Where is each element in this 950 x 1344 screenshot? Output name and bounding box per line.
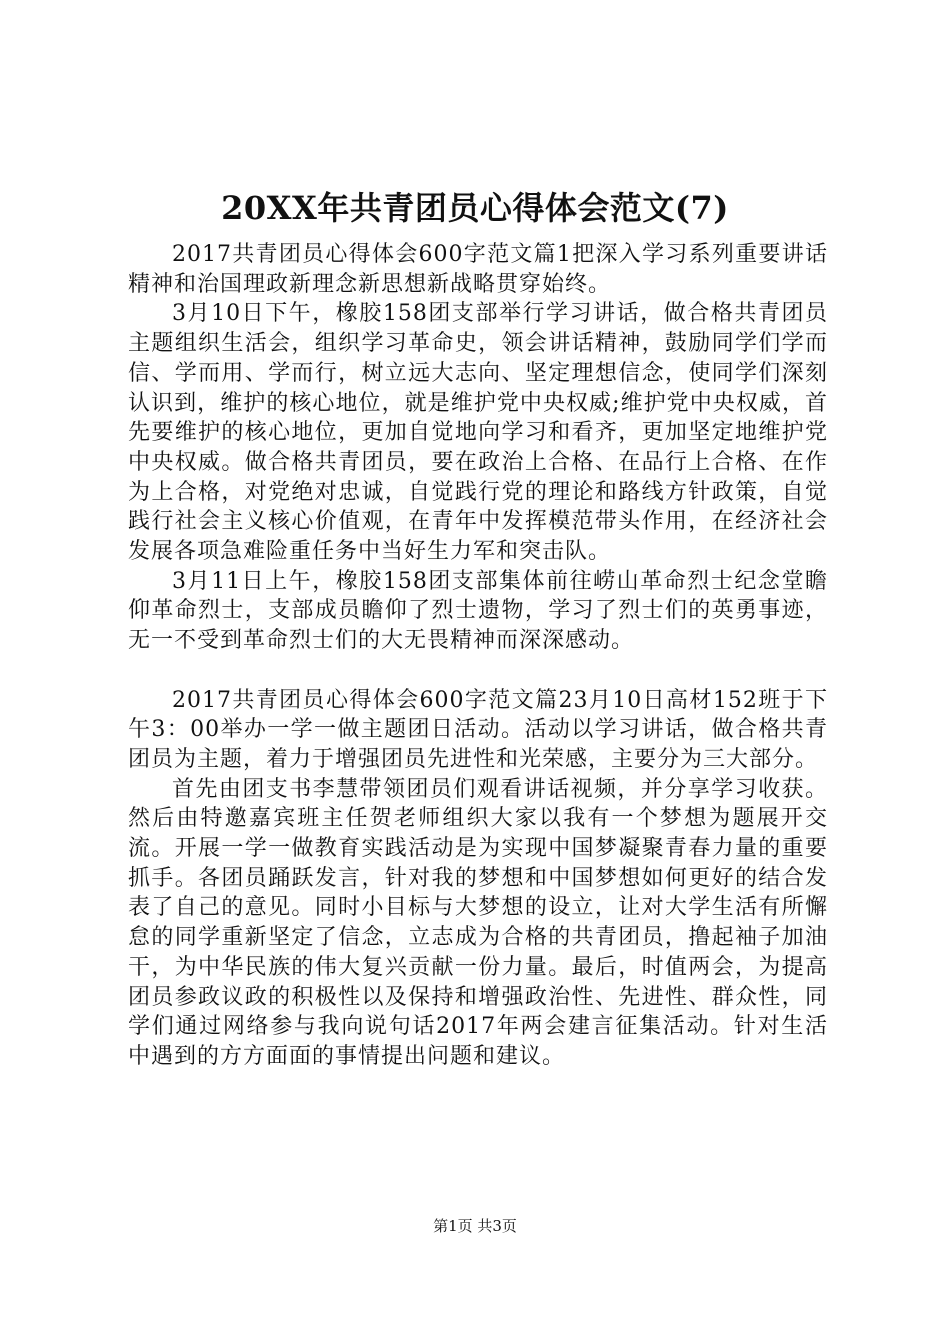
paragraph: 3月11日上午，橡胶158团支部集体前往崂山革命烈士纪念堂瞻仰革命烈士，支部成员瞻仰了烈士遗物，学习了烈士们的英勇事迹，无一不受到革命烈士们的大无畏精神而深深感动。	[128, 568, 828, 654]
paragraph-gap	[128, 656, 828, 686]
document-title: 20XX年共青团员心得体会范文(7)	[221, 189, 729, 227]
paragraph: 首先由团支书李慧带领团员们观看讲话视频，并分享学习收获。然后由特邀嘉宾班主任贺老师组织大家以我有一个梦想为题展开交流。开展一学一做教育实践活动是为实现中国梦凝聚青春力量的重要抓手。各团员踊跃发言，针对我的梦想和中国梦想如何更好的结合发表了自己的意见。同时小目标与大梦想的设立，让对大学生活有所懈怠的同学重新坚定了信念，立志成为合格的共青团员，撸起袖子加油干，为中华民族的伟大复兴贡献一份力量。最后，时值两会，为提高团员参政议政的积极性以及保持和增强政治性、先进性、群众性，同学们通过网络参与我向说句话2017年两会建言征集活动。针对生活中遇到的方方面面的事情提出问题和建议。	[128, 776, 828, 1069]
paragraph: 3月10日下午，橡胶158团支部举行学习讲话，做合格共青团员主题组织生活会，组织学习革命史，领会讲话精神，鼓励同学们学而信、学而用、学而行，树立远大志向、坚定理想信念，使同学们深刻认识到，维护的核心地位，就是维护党中央权威;维护党中央权威，首先要维护的核心地位，更加自觉地向学习和看齐，更加坚定地维护党中央权威。做合格共青团员，要在政治上合格、在品行上合格、在作为上合格，对党绝对忠诚，自觉践行党的理论和路线方针政策，自觉践行社会主义核心价值观，在青年中发挥模范带头作用，在经济社会发展各项急难险重任务中当好生力军和突击队。	[128, 301, 828, 565]
document-body	[128, 240, 828, 1072]
page-number-footer: 第1页 共3页	[433, 1217, 517, 1235]
paragraph: 2017共青团员心得体会600字范文篇23月10日高材152班于下午3：00举办一学一做主题团日活动。活动以学习讲话，做合格共青团员为主题，着力于增强团员先进性和光荣感，主要分为三大部分。	[128, 687, 828, 772]
paragraph: 2017共青团员心得体会600字范文篇1把深入学习系列重要讲话精神和治国理政新理念新思想新战略贯穿始终。	[128, 242, 828, 297]
